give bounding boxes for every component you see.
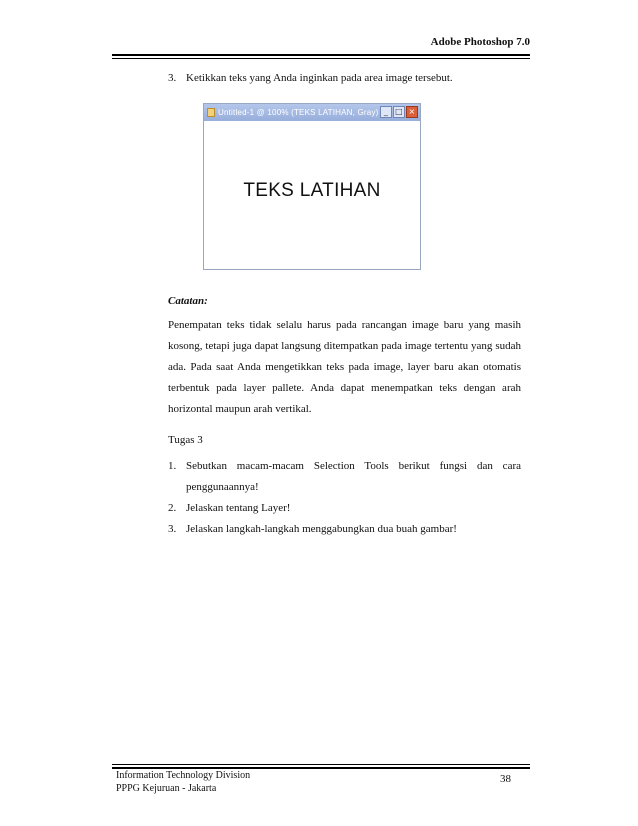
header-rule [112,54,530,59]
list-item-text: Jelaskan langkah-langkah menggabungkan dua buah gambar! [186,523,457,535]
list-item-text: Jelaskan tentang Layer! [186,502,291,514]
list-item-number: 1. [168,460,177,472]
task-title: Tugas 3 [168,434,203,446]
close-button[interactable]: × [406,106,418,118]
window-controls [380,106,418,118]
running-header: Adobe Photoshop 7.0 [430,36,530,48]
minimize-button[interactable]: _ [380,106,392,118]
footer-division: Information Technology Division [116,770,251,781]
step-3-text: Ketikkan teks yang Anda inginkan pada area image tersebut. [186,72,453,84]
page-number: 38 [500,773,511,785]
list-item [168,498,521,519]
document-icon [207,108,215,117]
list-item [168,519,521,540]
list-item-number: 3. [168,523,177,535]
step-3-number: 3. [168,72,177,84]
canvas-text: TEKS LATIHAN [243,180,381,201]
note-paragraph: Penempatan teks tidak selalu harus pada rancangan image baru yang masih kosong, tetapi juga dapat langsung ditempatkan pada image tertentu yang sudah ada. Pada saat Anda mengetikkan teks pada image, layer baru akan otomatis terbentuk pada layer pallete. Anda dapat menempatkan teks dengan arah horizontal maupun arah vertikal. [168,319,521,415]
photoshop-document-window [203,103,421,270]
window-title: Untitled-1 @ 100% (TEKS LATIHAN, Gray) [218,108,379,117]
footer-institution: PPPG Kejuruan - Jakarta [116,783,217,794]
step-3 [168,72,453,84]
maximize-button[interactable]: □ [393,106,405,118]
note-title: Catatan: [168,295,208,307]
list-item-number: 2. [168,502,177,514]
task-list [168,456,521,540]
window-titlebar[interactable] [204,104,420,121]
footer-credit [116,769,250,795]
list-item-text: Sebutkan macam-macam Selection Tools berikut fungsi dan cara penggunaannya! [186,460,521,493]
list-item [168,456,521,498]
